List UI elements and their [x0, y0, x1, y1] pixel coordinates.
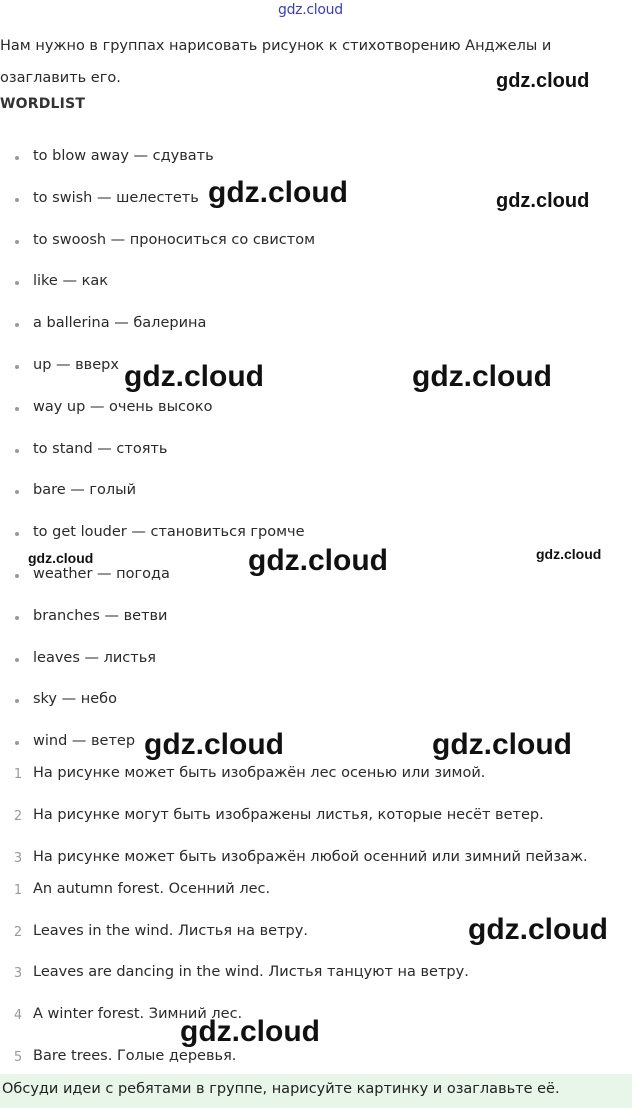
list-item	[0, 148, 620, 170]
idea-item	[0, 765, 620, 787]
item-number: 2	[13, 925, 23, 940]
item-number: 5	[13, 1050, 23, 1065]
idea-text: На рисунке могут быть изображены листья, которые несёт ветер.	[33, 807, 544, 823]
item-number: 3	[13, 851, 23, 866]
title-text: Leaves in the wind. Листья на ветру.	[33, 923, 308, 939]
list-item	[0, 315, 620, 337]
watermark: gdz.cloud	[496, 70, 590, 92]
watermark: gdz.cloud	[536, 546, 602, 562]
list-item	[0, 441, 620, 463]
bullet-icon	[15, 490, 19, 494]
list-item	[0, 482, 620, 504]
watermark: gdz.cloud	[144, 728, 284, 761]
watermark: gdz.cloud	[412, 360, 552, 393]
item-number: 2	[13, 809, 23, 824]
idea-text: На рисунке может быть изображён любой осенний или зимний пейзаж.	[33, 849, 588, 865]
bullet-icon	[15, 532, 19, 536]
watermark: gdz.cloud	[28, 550, 94, 566]
list-item-text: sky — небо	[33, 691, 117, 707]
watermark: gdz.cloud	[208, 176, 348, 209]
site-logo[interactable]: gdz.cloud	[278, 2, 343, 18]
list-item-text: a ballerina — балерина	[33, 315, 207, 331]
title-item	[0, 964, 620, 986]
watermark: gdz.cloud	[180, 1015, 320, 1048]
list-item	[0, 650, 620, 672]
list-item	[0, 273, 620, 295]
bullet-icon	[15, 365, 19, 369]
bullet-icon	[15, 699, 19, 703]
list-item	[0, 608, 620, 630]
list-item-text: up — вверх	[33, 357, 119, 373]
list-item-text: bare — голый	[33, 482, 137, 498]
title-text: An autumn forest. Осенний лес.	[33, 881, 271, 897]
list-item-text: way up — очень высоко	[33, 399, 213, 415]
intro-paragraph: Нам нужно в группах нарисовать рисунок к стихотворению Анджелы и озаглавить его.	[0, 38, 552, 86]
bullet-icon	[15, 156, 19, 160]
bullet-icon	[15, 323, 19, 327]
bullet-icon	[15, 616, 19, 620]
idea-item	[0, 807, 620, 829]
idea-item	[0, 849, 620, 871]
list-item-text: weather — погода	[33, 566, 170, 582]
title-text: A winter forest. Зимний лес.	[33, 1006, 243, 1022]
watermark: gdz.cloud	[468, 913, 608, 946]
bullet-icon	[15, 407, 19, 411]
item-number: 1	[13, 883, 23, 898]
title-item	[0, 881, 620, 903]
bullet-icon	[15, 198, 19, 202]
title-text: Leaves are dancing in the wind. Листья танцуют на ветру.	[33, 964, 469, 980]
footer-text: Обсуди идеи с ребятами в группе, нарисуйте картинку и озаглавьте её.	[2, 1081, 560, 1097]
watermark: gdz.cloud	[124, 360, 264, 393]
list-item-text: to stand — стоять	[33, 441, 168, 457]
idea-text: На рисунке может быть изображён лес осенью или зимой.	[33, 765, 486, 781]
list-item-text: to swoosh — проноситься со свистом	[33, 232, 316, 248]
watermark: gdz.cloud	[496, 190, 590, 212]
task-footer	[0, 1074, 632, 1108]
list-item-text: like — как	[33, 273, 108, 289]
list-item-text: to swish — шелестеть	[33, 190, 199, 206]
bullet-icon	[15, 658, 19, 662]
title-item	[0, 1048, 620, 1070]
list-item-text: leaves — листья	[33, 650, 156, 666]
bullet-icon	[15, 741, 19, 745]
title-text: Bare trees. Голые деревья.	[33, 1048, 237, 1064]
item-number: 1	[13, 767, 23, 782]
list-item	[0, 399, 620, 421]
item-number: 3	[13, 966, 23, 981]
bullet-icon	[15, 449, 19, 453]
list-item-text: to get louder — становиться громче	[33, 524, 305, 540]
watermark: gdz.cloud	[432, 728, 572, 761]
item-number: 4	[13, 1008, 23, 1023]
list-item	[0, 232, 620, 254]
bullet-icon	[15, 281, 19, 285]
list-item	[0, 524, 620, 546]
bullet-icon	[15, 574, 19, 578]
watermark: gdz.cloud	[248, 544, 388, 577]
list-item	[0, 691, 620, 713]
bullet-icon	[15, 240, 19, 244]
wordlist-heading: WORDLIST	[0, 96, 86, 112]
list-item-text: wind — ветер	[33, 733, 136, 749]
list-item-text: to blow away — сдувать	[33, 148, 214, 164]
list-item-text: branches — ветви	[33, 608, 168, 624]
